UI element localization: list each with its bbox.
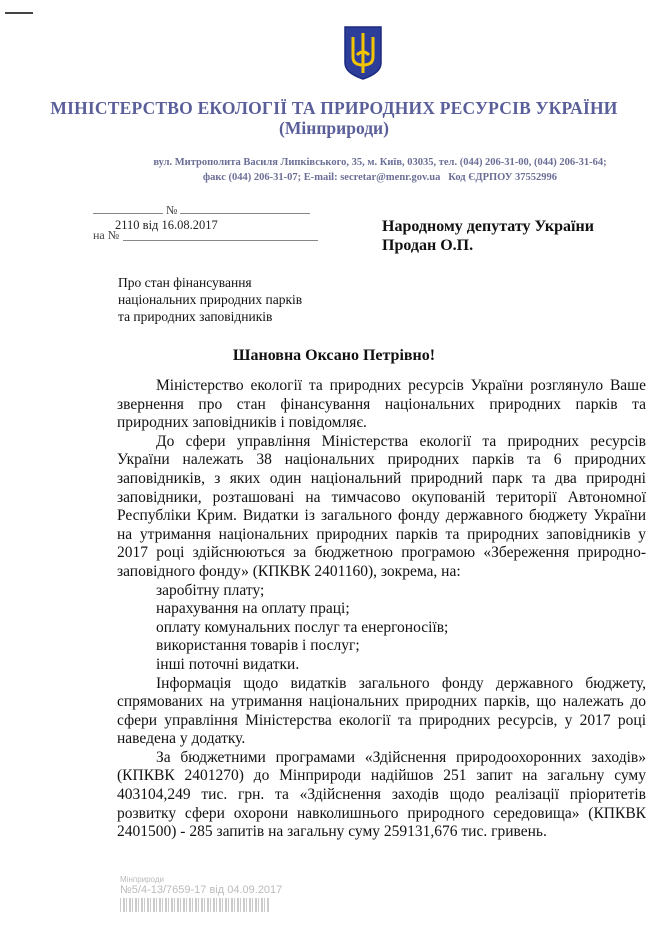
- letter-body: [117, 377, 646, 842]
- reference-number: 2110 від 16.08.2017: [115, 218, 218, 232]
- address-line: вул. Митрополита Василя Липківського, 35, м. Київ, 03035, тел. (044) 206-31-00, (044) 206-31-64;: [153, 157, 607, 168]
- addressee-title: Народному депутату України: [382, 218, 594, 235]
- paragraph: До сфери управління Міністерства екології та природних ресурсів України належать 38 національних природних парків та 6 природних заповідників, з яких один національний природний парк та два природні заповідники, розташовані на тимчасово окупованій території Автономної Республіки Крим. Видатки із загального фонду державного бюджету України на утримання національних природних парків та природних заповідників у 2017 році здійснюються за бюджетною програмою «Збереження природно-заповідного фонду» (КПКВК 2401160), зокрема, на:: [117, 432, 646, 580]
- list-item: заробітну плату;: [156, 581, 265, 599]
- number-label: №: [166, 203, 178, 217]
- paragraph: За бюджетними програмами «Здійснення природоохоронних заходів» (КПКВК 2401270) до Мінприроди надійшов 251 запит на загальну суму 403104,249 тис. грн. та «Здійснення заходів щодо реалізації пріоритетів розвитку сфери охорони навколишнього природного середовища» (КПКВК 2401500) - 285 запитів на загальну суму 259131,676 тис. гривень.: [117, 748, 646, 841]
- edrpou-code: Код ЄДРПОУ 37552996: [448, 172, 558, 183]
- scan-mark: [5, 12, 33, 14]
- registration-block: [93, 203, 323, 242]
- subject: [118, 274, 302, 325]
- paragraph: Інформація щодо видатків загального фонду державного бюджету, спрямованих на утримання національних природних парків, що належать до сфери управління Міністерства екології та природних ресурсів, у 2017 році наведена у додатку.: [117, 674, 646, 748]
- ministry-name: МІНІСТЕРСТВО ЕКОЛОГІЇ ТА ПРИРОДНИХ РЕСУРСІВ УКРАЇНИ: [50, 98, 618, 118]
- subject-line: національних природних парків: [118, 292, 303, 307]
- greeting: Шановна Оксано Петрівно!: [232, 347, 436, 364]
- barcode: [120, 898, 270, 912]
- ministry-short-name: (Мінприроди): [279, 118, 389, 138]
- addressee: [382, 217, 594, 255]
- stamp-number: №5/4-13/7659-17 від 04.09.2017: [120, 884, 283, 896]
- paragraph: Міністерство екології та природних ресурсів України розглянуло Ваше звернення про стан фінансування національних природних парків та природних заповідників і повідомляє.: [117, 377, 646, 432]
- registration-stamp: [120, 875, 290, 912]
- email-link[interactable]: secretar@menr.gov.ua: [340, 172, 441, 183]
- contact-line: [120, 172, 640, 183]
- subject-line: Про стан фінансування: [118, 275, 252, 290]
- list-item: оплату комунальних послуг та енергоносіїв;: [156, 618, 449, 636]
- coat-of-arms-icon: [343, 25, 383, 81]
- fax: факс (044) 206-31-07; E-mail:: [202, 172, 341, 183]
- addressee-name: Продан О.П.: [382, 237, 474, 254]
- list-item: використання товарів і послуг;: [156, 637, 360, 655]
- stamp-org: Мінприроди: [120, 875, 164, 884]
- reply-to-label: на №: [93, 228, 120, 242]
- list-item: нарахування на оплату праці;: [156, 600, 350, 618]
- subject-line: та природних заповідників: [118, 309, 273, 324]
- list-item: інші поточні видатки.: [156, 655, 300, 673]
